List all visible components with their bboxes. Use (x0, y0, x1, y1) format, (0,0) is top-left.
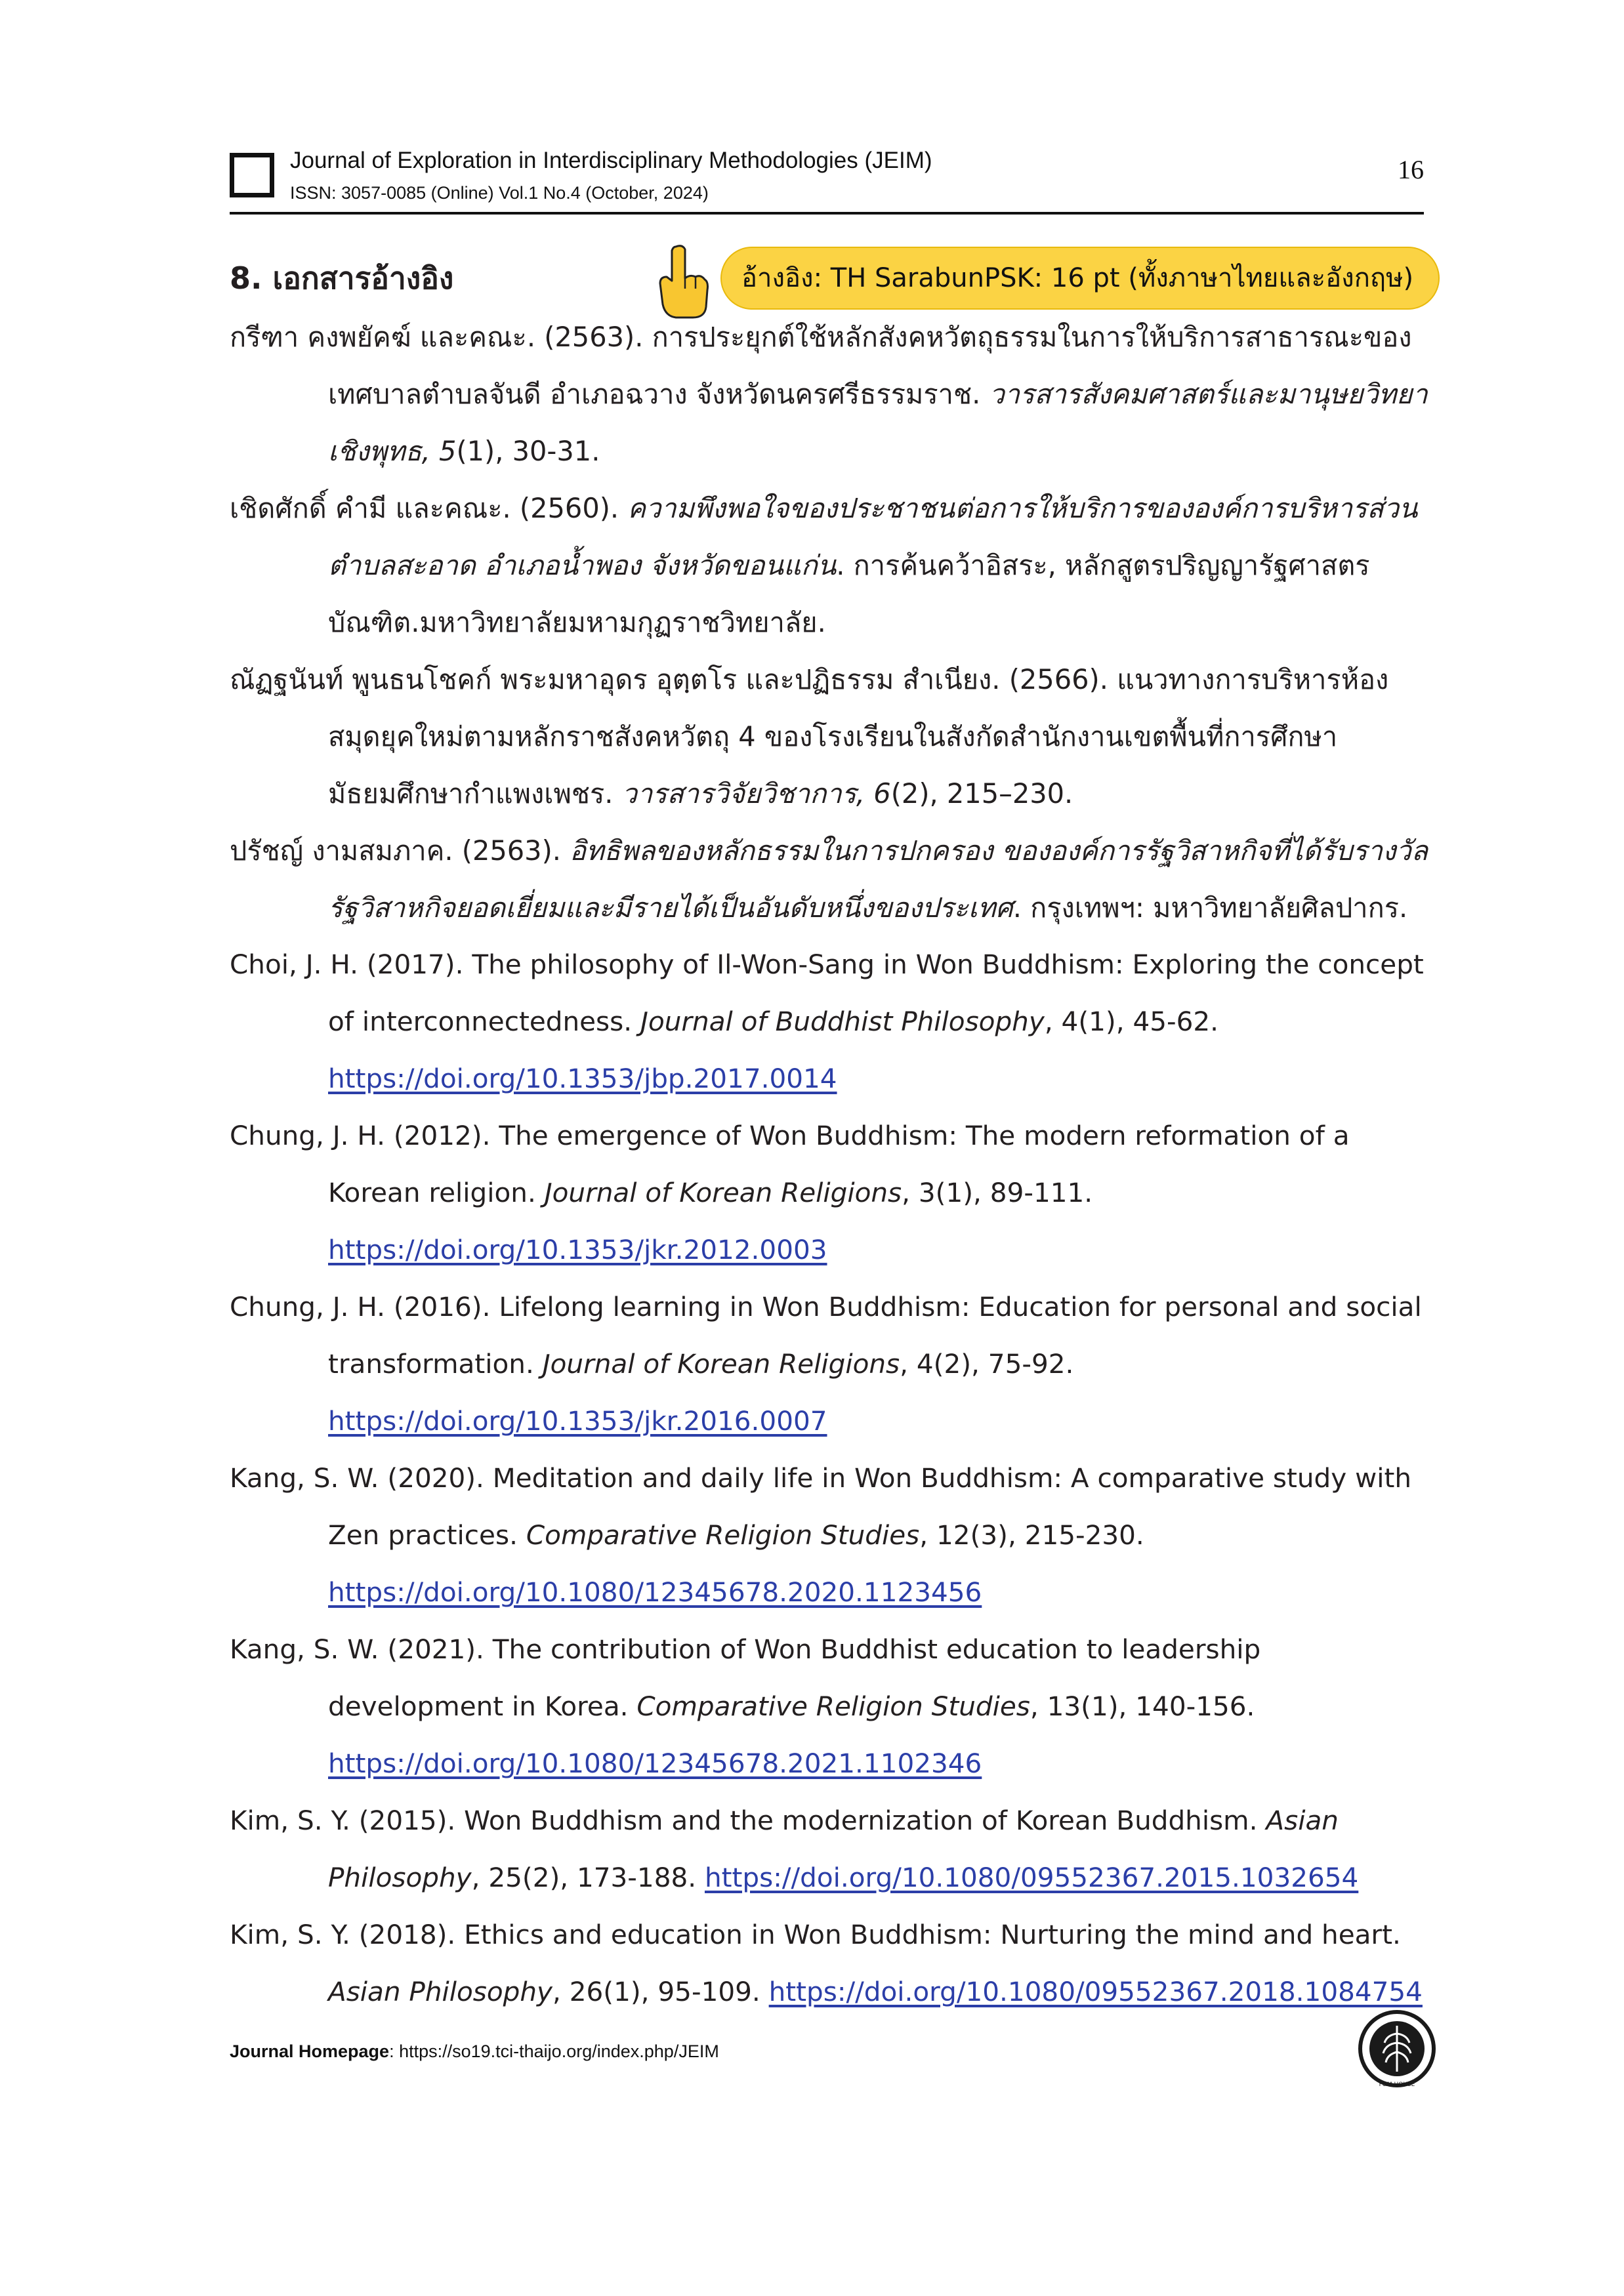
reference-source-title: Journal of Buddhist Philosophy (640, 1006, 1045, 1037)
doi-link[interactable]: https://doi.org/10.1080/09552367.2015.1032654 (704, 1862, 1359, 1893)
reference-source-title: Journal of Korean Religions (544, 1177, 902, 1208)
reference-text: Kim, S. Y. (2018). Ethics and education in Won Buddhism: Nurturing the mind and heart. (230, 1919, 1401, 1950)
reference-volume: . การค้นคว้าอิสระ, หลักสูตรปริญญารัฐศาสตรบัณฑิต.มหาวิทยาลัยมหามกุฏราชวิทยาลัย. (328, 549, 1370, 638)
doi-link[interactable]: https://doi.org/10.1353/jkr.2012.0003 (328, 1234, 827, 1265)
doi-link[interactable]: https://doi.org/10.1353/jbp.2017.0014 (328, 1063, 837, 1094)
reference-volume: , 26(1), 95-109. (552, 1976, 769, 2007)
reference-entry (230, 1279, 1430, 1450)
reference-volume: , 4(1), 45-62. (1044, 1006, 1219, 1037)
reference-text: Kang, S. W. (2020). Meditation and daily life in Won Buddhism: A comparative study with Zen practices. (230, 1462, 1412, 1551)
reference-text: Chung, J. H. (2012). The emergence of Won Buddhism: The modern reformation of a Korean religion. (230, 1120, 1350, 1208)
reference-entry (230, 1450, 1430, 1621)
footer-homepage-link[interactable]: : https://so19.tci-thaijo.org/index.php/JEIM (389, 2041, 719, 2061)
doi-link[interactable]: https://doi.org/10.1080/09552367.2018.1084754 (768, 1976, 1423, 2007)
reference-text: Chung, J. H. (2016). Lifelong learning in Won Buddhism: Education for personal and social transformation. (230, 1291, 1422, 1380)
reference-volume: , 25(2), 173-188. (471, 1862, 705, 1893)
doi-link[interactable]: https://doi.org/10.1080/12345678.2021.1102346 (328, 1748, 982, 1779)
reference-volume: , 12(3), 215-230. (919, 1519, 1144, 1551)
page-header (230, 148, 1424, 213)
reference-text: ณัฏฐนันท์ พูนธนโชคก์ พระมหาอุดร อุตฺตโร และปฏิธรรม สำเนียง. (2566). แนวทางการบริหารห้องสมุดยุคใหม่ตามหลักราชสังคหวัตถุ 4 ของโรงเรียนในสังกัดสำนักงานเขตพื้นที่การศึกษามัธยมศึกษากำแพงเพชร. (230, 663, 1389, 810)
seal-text: F&M HOUSE (1379, 2081, 1415, 2088)
reference-source-title: ความพึงพอใจของประชาชนต่อการให้บริการขององค์การบริหารส่วนตำบลสะอาด อำเภอน้ำพอง จังหวัดขอนแก่น (328, 492, 1418, 581)
footer-homepage (230, 2041, 719, 2062)
reference-text: กรีฑา คงพยัคฆ์ และคณะ. (2563). การประยุกต์ใช้หลักสังคหวัตถุธรรมในการให้บริการสาธารณะของเทศบาลตำบลจันดี อำเภอฉวาง จังหวัดนครศรีธรรมราช. (230, 321, 1412, 410)
header-rule (230, 212, 1424, 215)
journal-logo-box (230, 153, 274, 197)
reference-entry (230, 308, 1430, 480)
reference-source-title: Comparative Religion Studies (526, 1519, 920, 1551)
reference-source-title: Journal of Korean Religions (542, 1348, 900, 1380)
reference-entry (230, 1906, 1430, 2020)
reference-text: Kang, S. W. (2021). The contribution of Won Buddhist education to leadership development in Korea. (230, 1633, 1261, 1722)
citation-style-note: อ้างอิง: TH SarabunPSK: 16 pt (ทั้งภาษาไทยและอังกฤษ) (720, 247, 1440, 310)
reference-source-title: Comparative Religion Studies (636, 1691, 1030, 1722)
reference-entry (230, 651, 1430, 822)
page-number: 16 (1398, 155, 1424, 184)
reference-list (230, 308, 1430, 2020)
journal-title: Journal of Exploration in Interdisciplinary Methodologies (JEIM) (290, 148, 932, 173)
section-title: 8. เอกสารอ้างอิง (230, 260, 454, 296)
reference-entry (230, 936, 1430, 1107)
reference-source-title: วารสารสังคมศาสตร์และมานุษยวิทยาเชิงพุทธ, 5 (328, 378, 1428, 467)
reference-volume: . กรุงเทพฯ: มหาวิทยาลัยศิลปากร. (1012, 892, 1408, 924)
reference-volume: (2), 215–230. (890, 777, 1073, 810)
reference-source-title: Asian Philosophy (328, 1805, 1339, 1893)
reference-text: Kim, S. Y. (2015). Won Buddhism and the modernization of Korean Buddhism. (230, 1805, 1266, 1836)
reference-text: ปรัชญ์ งามสมภาค. (2563). (230, 834, 570, 867)
reference-source-title: อิทธิพลของหลักธรรมในการปกครอง ขององค์การรัฐวิสาหกิจที่ได้รับรางวัลรัฐวิสาหกิจยอดเยี่ยมและมีรายได้เป็นอันดับหนึ่งของประเทศ (328, 834, 1428, 924)
reference-source-title: Asian Philosophy (328, 1976, 553, 2007)
publisher-seal-icon (1356, 2007, 1438, 2090)
reference-text: Choi, J. H. (2017). The philosophy of Il-Won-Sang in Won Buddhism: Exploring the concept of interconnectedness. (230, 949, 1424, 1037)
reference-entry (230, 480, 1430, 651)
reference-volume: , 3(1), 89-111. (902, 1177, 1093, 1208)
reference-text: เชิดศักดิ์ คำมี และคณะ. (2560). (230, 492, 628, 524)
reference-entry (230, 1792, 1430, 1906)
issn-line: ISSN: 3057-0085 (Online) Vol.1 No.4 (October, 2024) (290, 183, 709, 203)
reference-volume: , 13(1), 140-156. (1030, 1691, 1255, 1722)
reference-volume: (1), 30-31. (456, 435, 600, 467)
footer-label: Journal Homepage (230, 2041, 390, 2061)
reference-entry (230, 1107, 1430, 1279)
reference-entry (230, 1621, 1430, 1792)
doi-link[interactable]: https://doi.org/10.1080/12345678.2020.1123456 (328, 1576, 982, 1608)
reference-volume: , 4(2), 75-92. (900, 1348, 1074, 1380)
doi-link[interactable]: https://doi.org/10.1353/jkr.2016.0007 (328, 1405, 827, 1437)
reference-entry (230, 822, 1430, 936)
reference-source-title: วารสารวิจัยวิชาการ, 6 (621, 777, 891, 810)
